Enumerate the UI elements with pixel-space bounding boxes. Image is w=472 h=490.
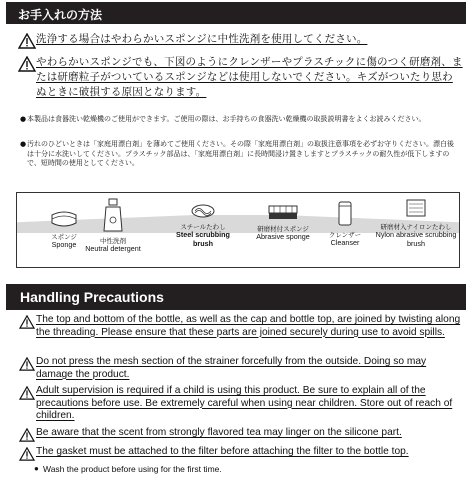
warning-triangle-icon (18, 357, 36, 371)
warning-triangle-icon (18, 447, 36, 461)
warning-en-2 (18, 356, 463, 381)
warning-text: Adult supervision is required if a child is using this product. Be sure to explain all of the precautions before use. Be extremely careful when using near children. Store out of reach of children. (36, 385, 453, 421)
item-sponge (39, 207, 89, 250)
item-neutral-detergent (83, 197, 143, 254)
warning-triangle-icon (18, 386, 36, 400)
detergent-bottle-icon (98, 197, 128, 233)
item-label-ja: 研磨材入ナイロンたわし (380, 223, 452, 231)
bullet-en (34, 464, 222, 474)
item-label-en: Steel scrubbing brush (176, 230, 230, 248)
item-label-en: Sponge (51, 240, 77, 249)
item-label-en: Neutral detergent (85, 244, 141, 253)
warning-text: The gasket must be attached to the filter before attaching the filter to the bottle top. (36, 446, 409, 457)
item-steel-brush (169, 203, 237, 248)
cleaning-tools-illustration (16, 192, 460, 268)
bullet-text: Wash the product before using for the first time. (43, 464, 222, 474)
bullet-dot: ● (34, 464, 39, 473)
warning-text: Do not press the mesh section of the strainer forcefully from the outside. Doing so may damage the product. (36, 356, 427, 380)
warning-text: Be aware that the scent from strongly flavored tea may linger on the silicone part. (36, 427, 402, 438)
item-label-ja: スポンジ (51, 233, 77, 241)
item-label-en: Cleanser (330, 238, 360, 247)
warning-ja-2 (18, 55, 463, 100)
item-label-en: Nylon abrasive scrubbing brush (375, 230, 457, 248)
cleanser-can-icon (336, 199, 354, 227)
warning-en-5 (18, 446, 463, 461)
nylon-brush-icon (403, 197, 429, 219)
bullet-dot: ● (20, 115, 27, 123)
section-header-care (6, 2, 466, 24)
item-label-en: Abrasive sponge (256, 232, 310, 241)
warning-en-3 (18, 385, 463, 423)
warning-text: やわらかいスポンジでも、下図のようにクレンザーやプラスチックに傷のつく研磨剤、または研磨粒子がついているスポンジなどは使用しないでください。キズがついたり思わぬときに破損する原因となります。 (36, 56, 463, 98)
warning-triangle-icon (18, 428, 36, 442)
section-title: Handling Precautions (20, 289, 164, 305)
warning-triangle-icon (18, 33, 36, 49)
bullet-text: 汚れのひどいときは「家庭用漂白剤」を薄めてご使用ください。その際「家庭用漂白剤」の取扱注意事項を必ずお守りください。漂白後は十分に水洗いしてください。プラスチック部品は、「家庭用漂白剤」に長時間浸け置きしますとプラスチックの耐久性が低下しますので、短時間の使用としてください。 (27, 140, 454, 167)
section-title: お手入れの方法 (18, 8, 103, 22)
bullet-text: 本製品は食器洗い乾燥機のご使用ができます。ご使用の際は、お手持ちの食器洗い乾燥機の取扱説明書をよくお読みください。 (27, 115, 426, 123)
warning-ja-1 (18, 32, 463, 49)
warning-triangle-icon (18, 56, 36, 72)
warning-triangle-icon (18, 315, 36, 329)
item-label-ja: クレンザー (328, 231, 362, 239)
sponge-icon (49, 207, 79, 229)
abrasive-sponge-icon (266, 203, 300, 221)
warning-en-1 (18, 314, 463, 339)
warning-en-4 (18, 427, 463, 442)
item-cleanser (317, 199, 373, 248)
warning-text: 洗浄する場合はやわらかいスポンジに中性洗剤を使用してください。 (36, 33, 368, 45)
item-nylon-abrasive (375, 197, 457, 248)
steel-brush-icon (189, 203, 217, 219)
item-label-ja: 研磨材付スポンジ (257, 225, 309, 233)
bullet-ja-1 (20, 115, 460, 125)
bullet-ja-2 (20, 140, 460, 169)
item-abrasive-sponge (243, 203, 323, 242)
warning-text: The top and bottom of the bottle, as well as the cap and bottle top, are joined by twisting along the threading. Please ensure that these parts are joined securely during use to avoid spills. (36, 314, 461, 338)
item-label-ja: スチールたわし (180, 223, 226, 231)
item-label-ja: 中性洗剤 (100, 237, 126, 245)
section-header-precautions (6, 284, 466, 310)
bullet-dot: ● (20, 140, 27, 148)
